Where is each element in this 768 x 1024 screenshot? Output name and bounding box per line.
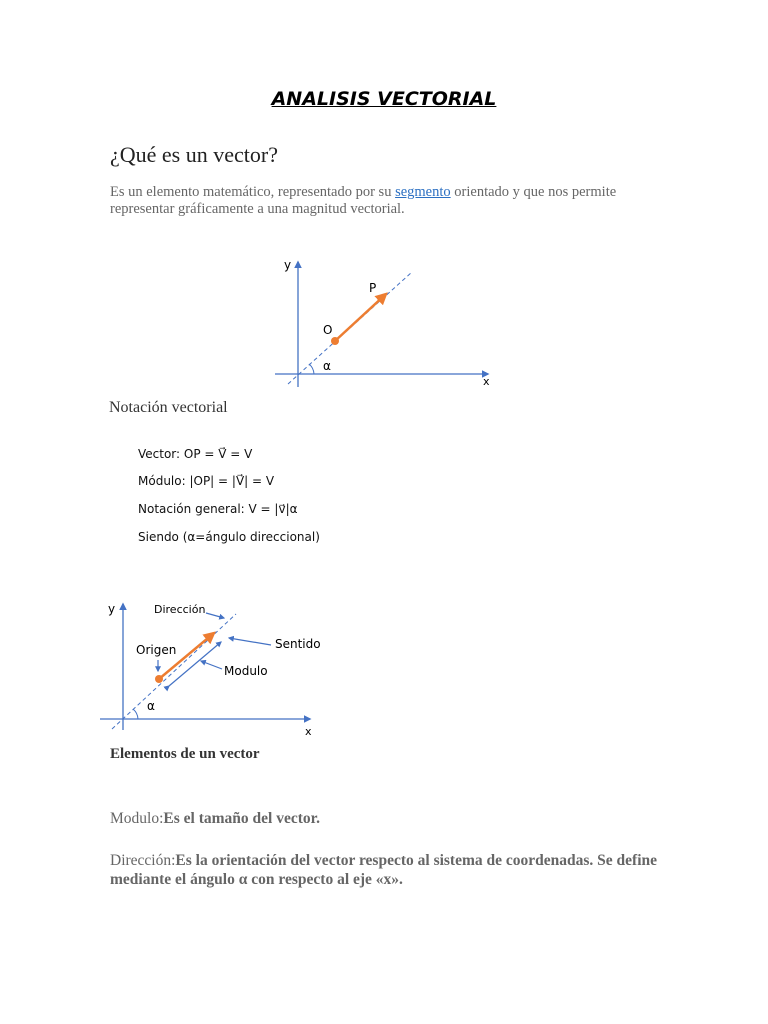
para-text-after: orientado y que nos permite representar gráficamente a una magnitud vectorial. (110, 184, 617, 217)
modulo-text: Es el tamaño del vector. (163, 810, 320, 827)
alpha-label: α (323, 359, 331, 373)
diagram-caption: Elementos de un vector (110, 746, 260, 762)
angle-arc-2 (133, 709, 138, 719)
p-label: P (369, 281, 377, 295)
direccion-label: Dirección (154, 603, 206, 616)
notation-line-vector: Vector: OP = V⃗ = V (138, 447, 253, 461)
direccion-term: Dirección: (110, 852, 176, 869)
definition-direccion (110, 851, 670, 889)
x-label: x (483, 375, 490, 388)
vector-op (335, 294, 386, 341)
segmento-link[interactable]: segmento (395, 184, 451, 200)
angle-arc (309, 364, 314, 374)
notation-line-siendo: Siendo (α=ángulo direccional) (138, 530, 320, 544)
notation-line-general: Notación general: V = |v⃗|α (138, 502, 298, 516)
origin-point-2 (155, 675, 163, 683)
origin-point (331, 337, 339, 345)
definition-modulo (110, 809, 710, 828)
modulo-pointer (201, 661, 222, 669)
para-text-before: Es un elemento matemático, representado por su (110, 184, 396, 200)
notation-line-modulo: Módulo: |OP| = |V⃗| = V (138, 474, 275, 488)
intro-paragraph (110, 184, 670, 218)
direccion-pointer (206, 613, 224, 618)
alpha-label-2: α (147, 699, 155, 713)
vector-elements-diagram (96, 598, 336, 740)
y-label: y (284, 258, 292, 272)
o-label: O (323, 323, 333, 337)
x-label-2: x (305, 725, 312, 738)
origen-label: Origen (136, 643, 177, 657)
sentido-label: Sentido (275, 637, 321, 651)
modulo-term: Modulo: (110, 810, 164, 827)
y-label-2: y (108, 602, 116, 616)
section-heading-notation: Notación vectorial (109, 399, 228, 416)
page-title: ANALISIS VECTORIAL (271, 88, 497, 110)
vector-diagram-1 (270, 252, 500, 392)
section-heading-what-is-vector: ¿Qué es un vector? (110, 142, 278, 167)
sentido-pointer (229, 638, 271, 645)
modulo-label: Modulo (224, 664, 268, 678)
direction-line-2 (112, 614, 236, 729)
direccion-text: Es la orientación del vector respecto al sistema de coordenadas. Se define mediante el ángulo α con respecto al eje «x». (110, 852, 658, 888)
